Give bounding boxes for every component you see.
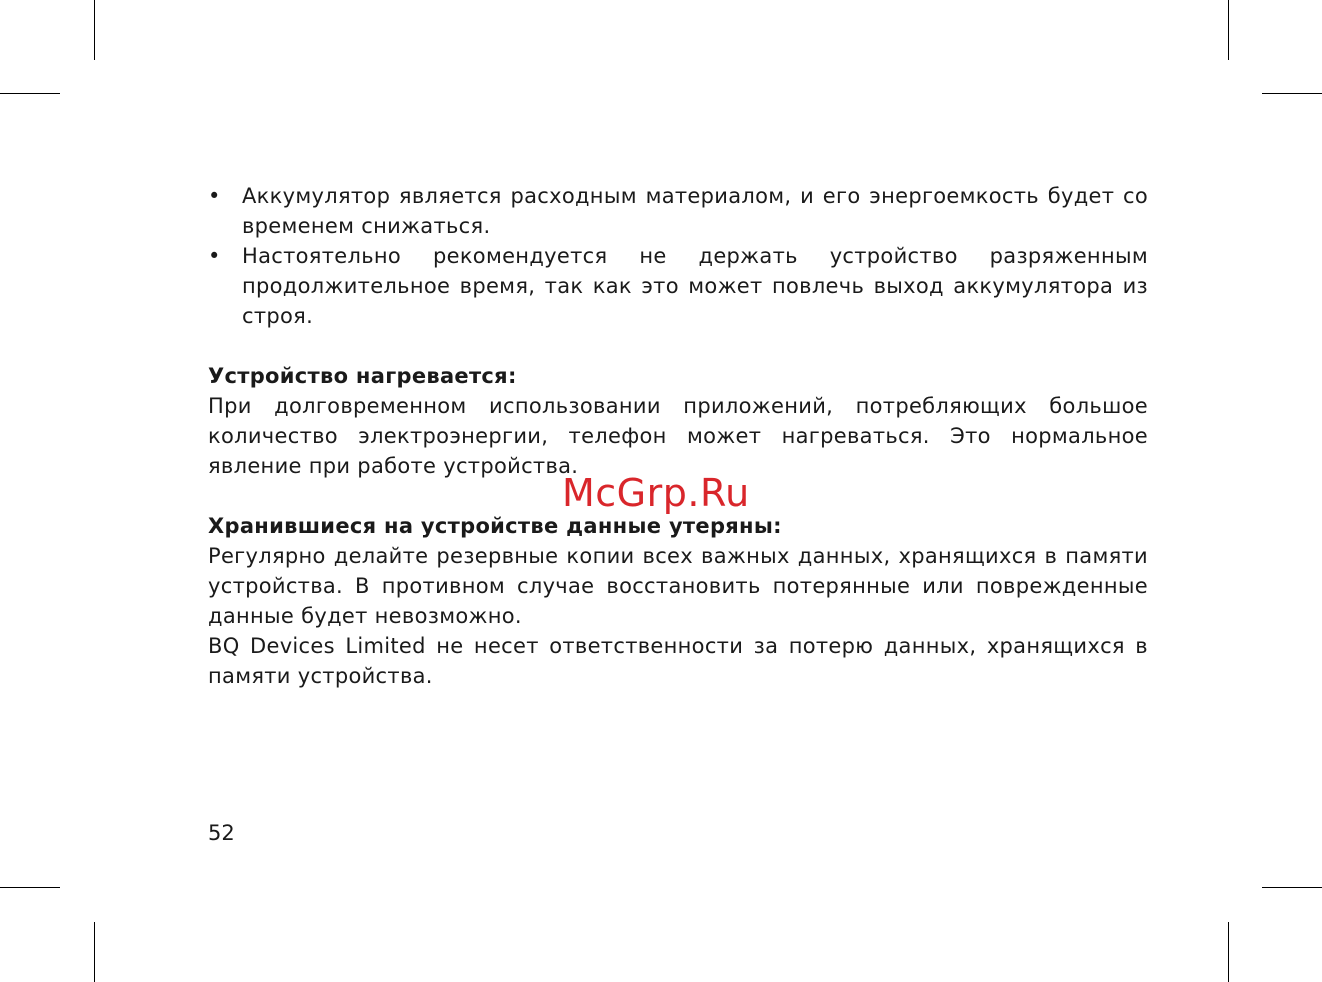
bullet-dot: • [208, 244, 221, 268]
crop-mark-top-left-h [0, 93, 60, 94]
section-heating [208, 361, 1148, 481]
crop-mark-bottom-right-h [1262, 887, 1322, 888]
page-content [208, 181, 1148, 691]
crop-mark-top-left-v [94, 0, 95, 60]
bullet-list [208, 181, 1148, 331]
bullet-dot: • [208, 184, 221, 208]
crop-mark-bottom-left-v [94, 922, 95, 982]
section-paragraph: Регулярно делайте резервные копии всех важных данных, хранящихся в памяти устройства. В противном случае восстановить потерянные или поврежденные данные будет невозможно. [208, 544, 1148, 628]
section-data-loss [208, 511, 1148, 691]
section-heading: Хранившиеся на устройстве данные утеряны: [208, 514, 782, 538]
bullet-item [208, 241, 1148, 331]
watermark-logo: McGrp.Ru [562, 471, 750, 515]
crop-mark-bottom-left-h [0, 887, 60, 888]
crop-mark-top-right-h [1262, 93, 1322, 94]
section-paragraph: При долговременном использовании приложений, потребляющих большое количество электроэнергии, телефон может нагреваться. Это нормальное явление при работе устройства. [208, 394, 1148, 478]
crop-mark-bottom-right-v [1228, 922, 1229, 982]
bullet-item [208, 181, 1148, 241]
page-number: 52 [208, 821, 235, 845]
section-paragraph: BQ Devices Limited не несет ответственности за потерю данных, хранящихся в памяти устройства. [208, 634, 1148, 688]
crop-mark-top-right-v [1228, 0, 1229, 60]
bullet-text: Настоятельно рекомендуется не держать устройство разряженным продолжительное время, так как это может повлечь выход аккумулятора из строя. [242, 244, 1148, 328]
bullet-text: Аккумулятор является расходным материалом, и его энергоемкость будет со временем снижаться. [242, 184, 1148, 238]
section-heading: Устройство нагревается: [208, 364, 517, 388]
